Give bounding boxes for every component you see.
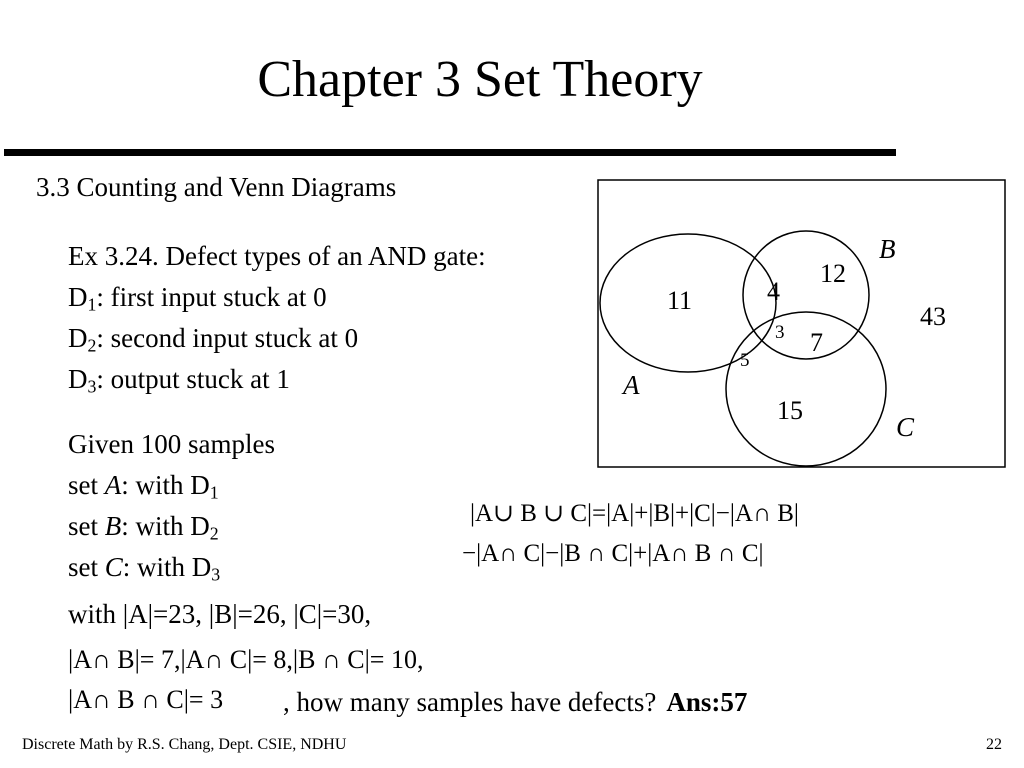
given-intro: Given 100 samples xyxy=(68,429,275,459)
label-b: B xyxy=(879,234,896,264)
defect-item: $D_2$: second input stuck at 0 xyxy=(68,323,359,356)
answer: Ans:57 xyxy=(666,687,748,717)
cardinality-line-1: with |A|=23, |B|=26, |C|=30, xyxy=(68,599,372,629)
region-a-b-c: 3 xyxy=(775,322,785,343)
region-outside: 43 xyxy=(920,302,946,331)
example-block xyxy=(68,236,486,400)
cardinality-line-3: |A∩ B ∩ C|= 3 xyxy=(68,685,224,714)
region-a-c-only: 5 xyxy=(740,350,750,371)
region-b-only: 12 xyxy=(820,259,846,288)
venn-diagram xyxy=(597,179,1007,471)
defect-item: $D_3$: output stuck at 1 xyxy=(68,364,290,397)
slide-title: Chapter 3 Set Theory xyxy=(257,51,703,108)
given-block xyxy=(68,424,275,588)
region-a-only: 11 xyxy=(667,286,693,315)
page-number: 22 xyxy=(986,736,1002,753)
defect-item: $D_1$: first input stuck at 0 xyxy=(68,282,327,315)
region-b-c-only: 7 xyxy=(810,328,823,357)
set-definition: set A: with $D_1$ xyxy=(68,470,219,503)
inclusion-exclusion-line-2: −|A∩ C|−|B ∩ C|+|A∩ B ∩ C| xyxy=(462,540,764,567)
circle-b xyxy=(743,231,869,359)
example-heading: Ex 3.24. Defect types of an AND gate: xyxy=(68,241,486,271)
title-divider xyxy=(4,149,896,156)
set-definition: set B: with $D_2$ xyxy=(68,511,219,544)
region-c-only: 15 xyxy=(777,396,803,425)
circle-c xyxy=(726,312,886,466)
region-a-b-only: 4 xyxy=(767,277,780,306)
label-c: C xyxy=(896,412,915,442)
inclusion-exclusion-line-1: |A∪ B ∪ C|=|A|+|B|+|C|−|A∩ B| xyxy=(470,500,799,527)
question-text: , how many samples have defects? Ans:57 xyxy=(283,687,748,717)
section-heading: 3.3 Counting and Venn Diagrams xyxy=(36,172,397,202)
footer-credit: Discrete Math by R.S. Chang, Dept. CSIE, NDHU xyxy=(22,736,347,753)
label-a: A xyxy=(623,370,640,400)
cardinality-line-2: |A∩ B|= 7,|A∩ C|= 8,|B ∩ C|= 10, xyxy=(68,645,424,674)
set-definition: set C: with $D_3$ xyxy=(68,552,221,585)
